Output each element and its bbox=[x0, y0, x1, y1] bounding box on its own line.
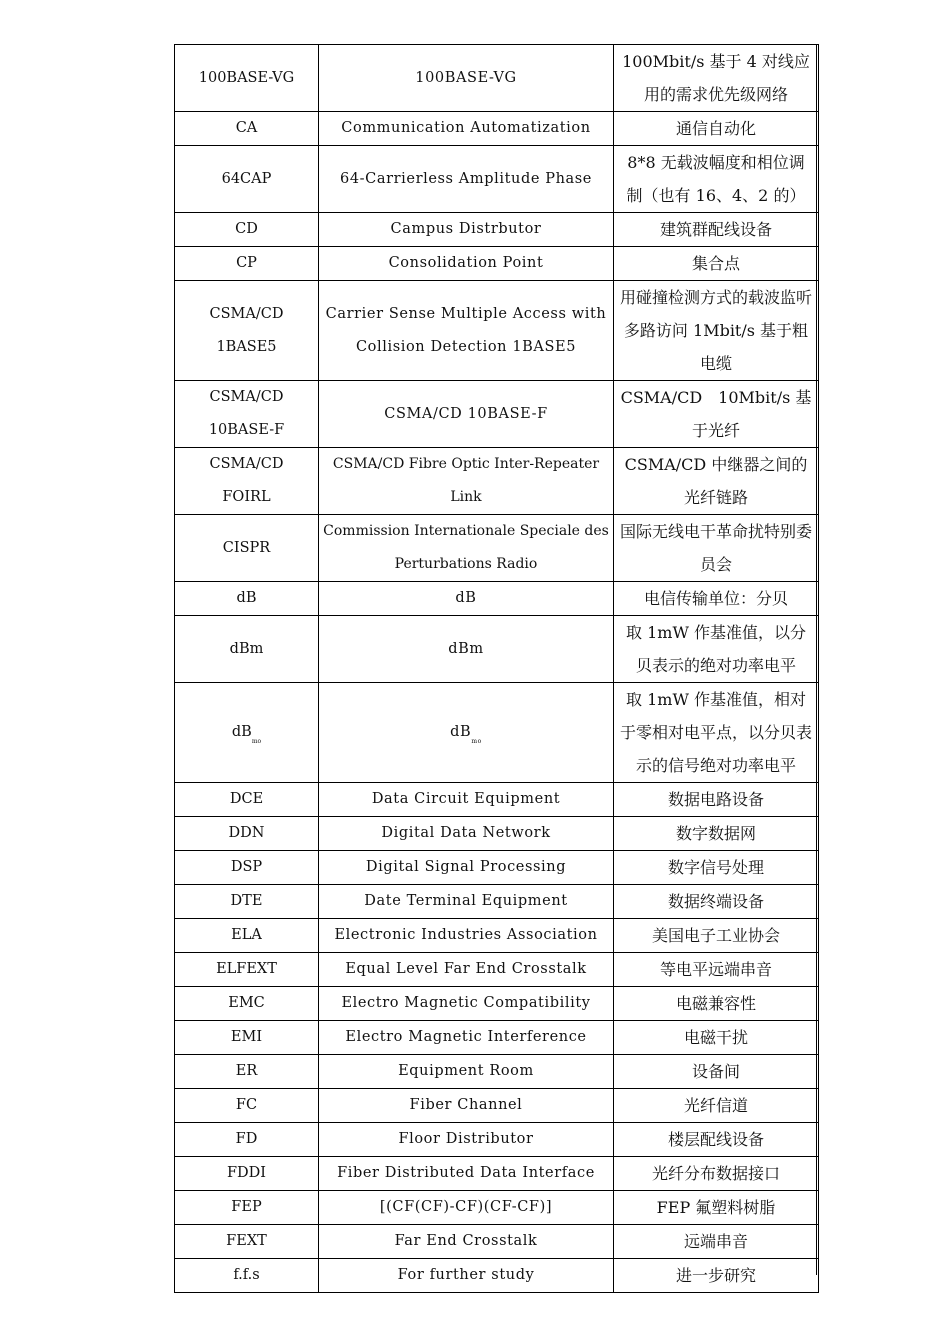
full-name-cell: Campus Distrbutor bbox=[319, 213, 614, 247]
chinese-term-cell: 数字信号处理 bbox=[614, 851, 819, 885]
chinese-term-cell: 楼层配线设备 bbox=[614, 1123, 819, 1157]
full-name-cell bbox=[319, 683, 614, 783]
table-row bbox=[175, 281, 819, 381]
table-row bbox=[175, 381, 819, 448]
chinese-term-cell: 国际无线电干革命扰特别委员会 bbox=[614, 515, 819, 582]
table-row bbox=[175, 112, 819, 146]
chinese-term-cell: 等电平远端串音 bbox=[614, 953, 819, 987]
table-row bbox=[175, 885, 819, 919]
abbreviation-cell: FEXT bbox=[175, 1225, 319, 1259]
chinese-term-cell: 数字数据网 bbox=[614, 817, 819, 851]
table-row bbox=[175, 953, 819, 987]
table-row bbox=[175, 851, 819, 885]
table-row bbox=[175, 1055, 819, 1089]
full-name-cell: CSMA/CD Fibre Optic Inter-Repeater Link bbox=[319, 448, 614, 515]
chinese-term-cell: 建筑群配线设备 bbox=[614, 213, 819, 247]
chinese-term-cell: 数据终端设备 bbox=[614, 885, 819, 919]
full-name-cell: 64-Carrierless Amplitude Phase bbox=[319, 146, 614, 213]
abbreviation-cell: FEP bbox=[175, 1191, 319, 1225]
table-right-edge-line bbox=[816, 44, 820, 1275]
full-name-cell: Data Circuit Equipment bbox=[319, 783, 614, 817]
table-row bbox=[175, 1191, 819, 1225]
full-name-cell: Far End Crosstalk bbox=[319, 1225, 614, 1259]
abbreviation-line: CSMA/CD bbox=[209, 305, 284, 322]
full-name-cell: Electro Magnetic Interference bbox=[319, 1021, 614, 1055]
chinese-term-cell: 集合点 bbox=[614, 247, 819, 281]
full-name-cell: Floor Distributor bbox=[319, 1123, 614, 1157]
abbreviation-cell: ER bbox=[175, 1055, 319, 1089]
chinese-term-cell: 进一步研究 bbox=[614, 1259, 819, 1293]
abbreviation-cell: FD bbox=[175, 1123, 319, 1157]
abbreviation-line: CSMA/CD bbox=[209, 389, 284, 405]
abbreviation-cell bbox=[175, 448, 319, 515]
table-row bbox=[175, 817, 819, 851]
chinese-term-cell: 通信自动化 bbox=[614, 112, 819, 146]
full-name-cell: Fiber Distributed Data Interface bbox=[319, 1157, 614, 1191]
chinese-term-cell: 数据电路设备 bbox=[614, 783, 819, 817]
abbreviation-cell: CD bbox=[175, 213, 319, 247]
table-row bbox=[175, 783, 819, 817]
full-name-cell: Fiber Channel bbox=[319, 1089, 614, 1123]
chinese-term-cell: 电磁兼容性 bbox=[614, 987, 819, 1021]
table-row bbox=[175, 448, 819, 515]
full-name-cell: 100BASE-VG bbox=[319, 45, 614, 112]
full-name-cell: [(CF(CF)-CF)(CF-CF)] bbox=[319, 1191, 614, 1225]
full-name-cell: Digital Signal Processing bbox=[319, 851, 614, 885]
abbreviation-cell: DSP bbox=[175, 851, 319, 885]
abbreviation-cell: DCE bbox=[175, 783, 319, 817]
table-row bbox=[175, 1157, 819, 1191]
full-name-cell: Consolidation Point bbox=[319, 247, 614, 281]
abbreviation-cell: f.f.s bbox=[175, 1259, 319, 1293]
chinese-term-cell: 100Mbit/s 基于 4 对线应用的需求优先级网络 bbox=[614, 45, 819, 112]
table-row bbox=[175, 1225, 819, 1259]
full-name-cell: dBm bbox=[319, 616, 614, 683]
chinese-term-cell: 8*8 无载波幅度和相位调制（也有 16、4、2 的） bbox=[614, 146, 819, 213]
full-name-cell: Equipment Room bbox=[319, 1055, 614, 1089]
full-name-cell: dB bbox=[319, 582, 614, 616]
abbreviation-cell: DTE bbox=[175, 885, 319, 919]
abbreviation-cell: 64CAP bbox=[175, 146, 319, 213]
full-name-subscript: mo bbox=[471, 738, 482, 745]
abbreviation-line: CSMA/CD bbox=[209, 456, 284, 472]
chinese-term-cell: 设备间 bbox=[614, 1055, 819, 1089]
table-row bbox=[175, 247, 819, 281]
abbreviation-base: dB bbox=[231, 724, 252, 740]
full-name-cell: Date Terminal Equipment bbox=[319, 885, 614, 919]
abbreviation-cell bbox=[175, 683, 319, 783]
full-name-cell: Equal Level Far End Crosstalk bbox=[319, 953, 614, 987]
chinese-term-cell: 美国电子工业协会 bbox=[614, 919, 819, 953]
abbreviation-cell: dB bbox=[175, 582, 319, 616]
abbreviation-subscript: mo bbox=[251, 738, 262, 745]
abbreviation-cell: dBm bbox=[175, 616, 319, 683]
chinese-term-cell: 电信传输单位：分贝 bbox=[614, 582, 819, 616]
abbreviation-cell: EMI bbox=[175, 1021, 319, 1055]
chinese-term-cell: FEP 氟塑料树脂 bbox=[614, 1191, 819, 1225]
abbreviation-cell bbox=[175, 281, 319, 381]
full-name-cell: Commission Internationale Speciale des Perturbations Radio bbox=[319, 515, 614, 582]
abbreviation-cell bbox=[175, 381, 319, 448]
table-row bbox=[175, 45, 819, 112]
chinese-term-cell: 电磁干扰 bbox=[614, 1021, 819, 1055]
table-row bbox=[175, 987, 819, 1021]
abbreviation-cell: ELFEXT bbox=[175, 953, 319, 987]
chinese-term-cell: 用碰撞检测方式的载波监听多路访问 1Mbit/s 基于粗电缆 bbox=[614, 281, 819, 381]
chinese-term-cell: 取 1mW 作基准值，相对于零相对电平点，以分贝表示的信号绝对功率电平 bbox=[614, 683, 819, 783]
chinese-term-cell: CSMA/CD 10Mbit/s 基于光纤 bbox=[614, 381, 819, 448]
full-name-cell: Electro Magnetic Compatibility bbox=[319, 987, 614, 1021]
chinese-term-cell: 远端串音 bbox=[614, 1225, 819, 1259]
abbreviation-line: FOIRL bbox=[222, 489, 271, 505]
abbreviation-cell: DDN bbox=[175, 817, 319, 851]
abbreviation-cell: 100BASE-VG bbox=[175, 45, 319, 112]
chinese-term-cell: 光纤信道 bbox=[614, 1089, 819, 1123]
full-name-cell: Carrier Sense Multiple Access with Collision Detection 1BASE5 bbox=[319, 281, 614, 381]
table-row bbox=[175, 146, 819, 213]
table-row bbox=[175, 616, 819, 683]
table-row bbox=[175, 213, 819, 247]
full-name-cell: For further study bbox=[319, 1259, 614, 1293]
abbreviation-line: 10BASE-F bbox=[208, 422, 285, 438]
abbreviation-cell: CP bbox=[175, 247, 319, 281]
table-row bbox=[175, 1089, 819, 1123]
abbreviation-cell: CISPR bbox=[175, 515, 319, 582]
chinese-term-cell: 光纤分布数据接口 bbox=[614, 1157, 819, 1191]
table-row bbox=[175, 515, 819, 582]
full-name-base: dB bbox=[450, 724, 472, 740]
full-name-cell: Electronic Industries Association bbox=[319, 919, 614, 953]
abbreviation-cell: EMC bbox=[175, 987, 319, 1021]
abbreviation-line: 1BASE5 bbox=[216, 338, 277, 355]
chinese-term-cell: CSMA/CD 中继器之间的光纤链路 bbox=[614, 448, 819, 515]
table-row bbox=[175, 1021, 819, 1055]
full-name-cell: Communication Automatization bbox=[319, 112, 614, 146]
table-row bbox=[175, 1259, 819, 1293]
chinese-term-cell: 取 1mW 作基准值，以分贝表示的绝对功率电平 bbox=[614, 616, 819, 683]
full-name-cell: Digital Data Network bbox=[319, 817, 614, 851]
abbreviation-cell: FC bbox=[175, 1089, 319, 1123]
abbreviation-cell: CA bbox=[175, 112, 319, 146]
glossary-table bbox=[174, 44, 819, 1293]
table-row bbox=[175, 582, 819, 616]
abbreviation-cell: ELA bbox=[175, 919, 319, 953]
abbreviation-cell: FDDI bbox=[175, 1157, 319, 1191]
table-row bbox=[175, 1123, 819, 1157]
full-name-cell: CSMA/CD 10BASE-F bbox=[319, 381, 614, 448]
table-row bbox=[175, 919, 819, 953]
table-row bbox=[175, 683, 819, 783]
